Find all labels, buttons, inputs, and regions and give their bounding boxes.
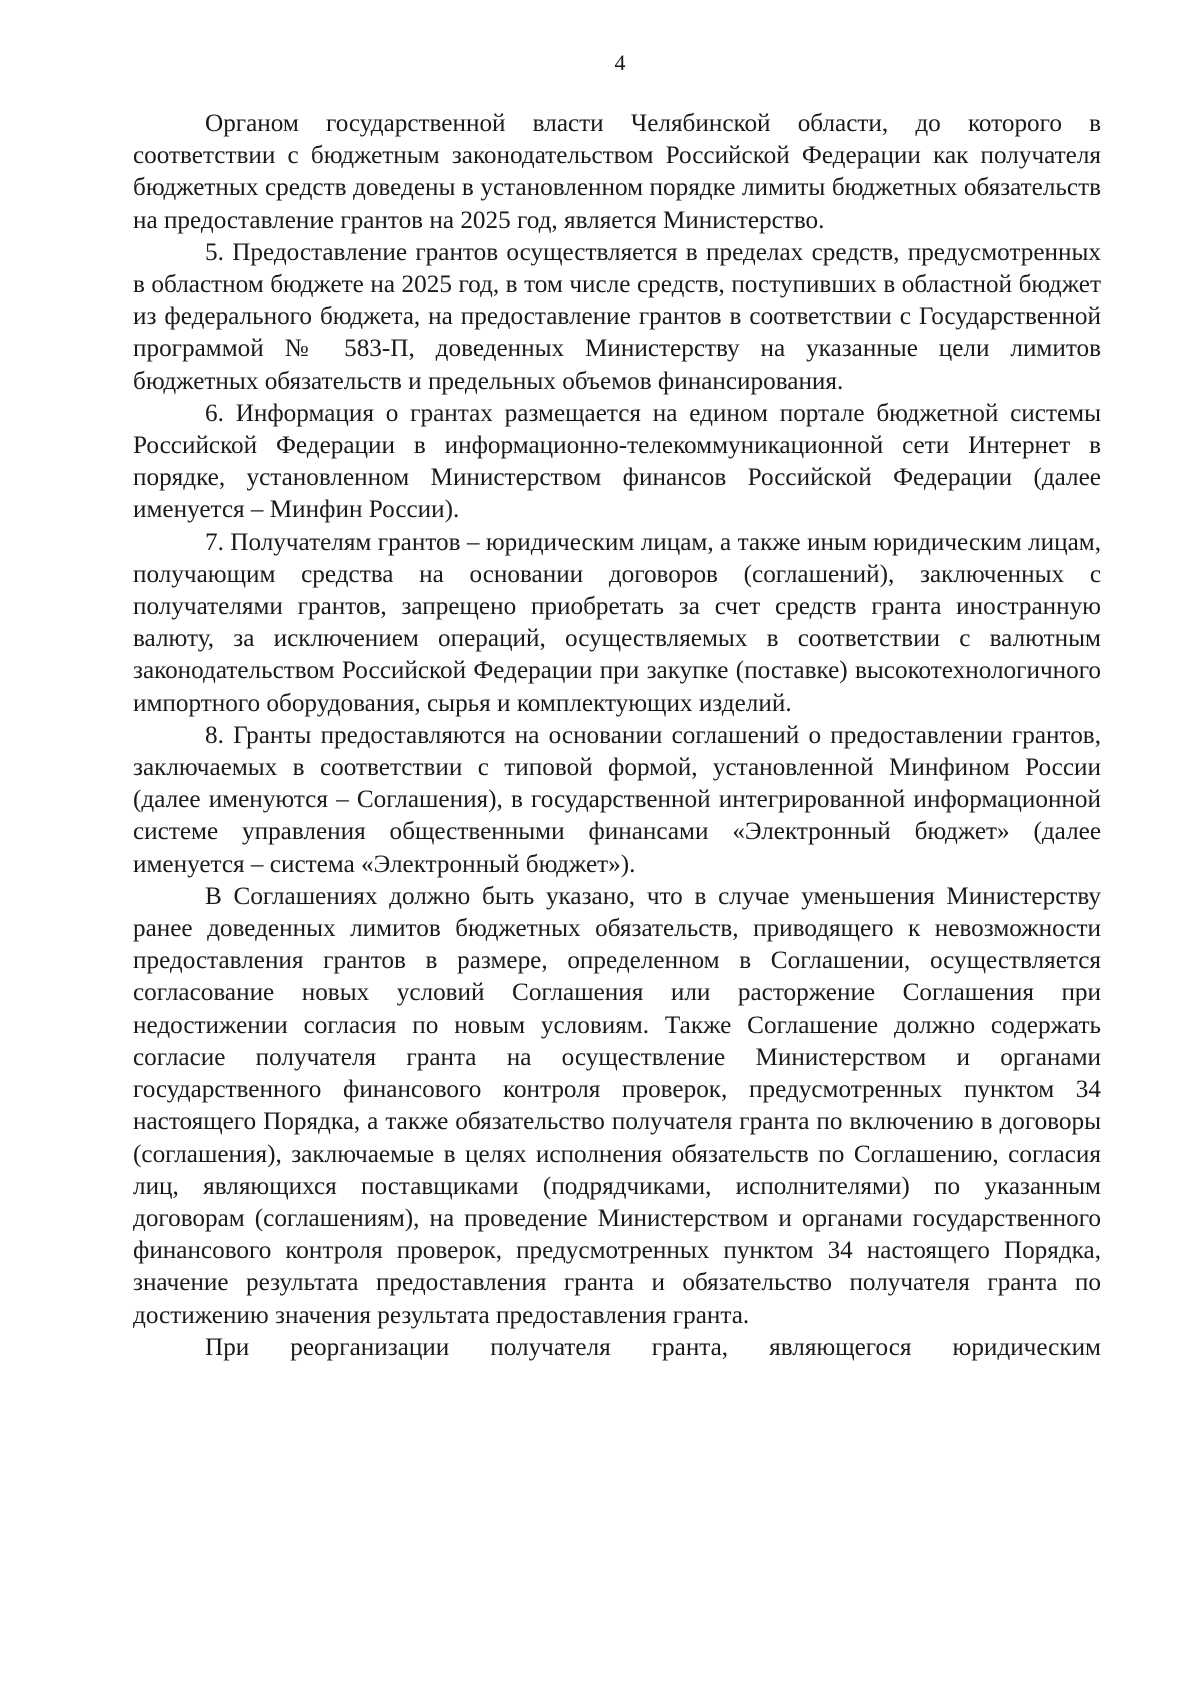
paragraph-item-5: 5. Предоставление грантов осуществляется в пределах средств, предусмотренных в областном бюджете на 2025 год, в том числе средств, поступивших в областной бюджет из федерального бюджета, на предоставление грантов в соответствии с Государственной программой № 583-П, доведенных Министерству на указанные цели лимитов бюджетных обязательств и предельных объемов финансирования. [133, 238, 1101, 395]
paragraph-item-7: 7. Получателям грантов – юридическим лицам, а также иным юридическим лицам, получающим средства на основании договоров (соглашений), заключенных с получателями грантов, запрещено приобретать за счет средств гранта иностранную валюту, за исключением операций, осуществляемых в соответствии с валютным законодательством Российской Федерации при закупке (поставке) высокотехнологичного импортного оборудования, сырья и комплектующих изделий. [133, 528, 1101, 717]
page-number: 4 [614, 50, 626, 75]
paragraph-authority: Органом государственной власти Челябинской области, до которого в соответствии с бюджетным законодательством Российской Федерации как получателя бюджетных средств доведены в установленном порядке лимиты бюджетных обязательств на предоставление грантов на 2025 год, является Министерство. [133, 110, 1101, 234]
document-body [133, 108, 1101, 1364]
paragraph-item-6: 6. Информация о грантах размещается на едином портале бюджетной системы Российской Федерации в информационно-телекоммуникационной сети Интернет в порядке, установленном Министерством финансов Российской Федерации (далее именуется – Минфин России). [133, 399, 1101, 524]
paragraph-reorganization: При реорганизации получателя гранта, являющегося юридическим [205, 1333, 1101, 1361]
paragraph-agreements: В Соглашениях должно быть указано, что в случае уменьшения Министерству ранее доведенных лимитов бюджетных обязательств, приводящего к невозможности предоставления грантов в размере, определенном в Соглашении, осуществляется согласование новых условий Соглашения или расторжение Соглашения при недостижении согласия по новым условиям. Также Соглашение должно содержать согласие получателя гранта на осуществление Министерством и органами государственного финансового контроля проверок, предусмотренных пунктом 34 настоящего Порядка, а также обязательство получателя гранта по включению в договоры (соглашения), заключаемые в целях исполнения обязательств по Соглашению, согласия лиц, являющихся поставщиками (подрядчиками, исполнителями) по указанным договорам (соглашениям), на проведение Министерством и органами государственного финансового контроля проверок, предусмотренных пунктом 34 настоящего Порядка, значение результата предоставления гранта и обязательство получателя гранта по достижению значения результата предоставления гранта. [133, 882, 1101, 1329]
paragraph-item-8: 8. Гранты предоставляются на основании соглашений о предоставлении грантов, заключаемых в соответствии с типовой формой, установленной Минфином России (далее именуются – Соглашения), в государственной интегрированной информационной системе управления общественными финансами «Электронный бюджет» (далее именуется – система «Электронный бюджет»). [133, 721, 1101, 878]
